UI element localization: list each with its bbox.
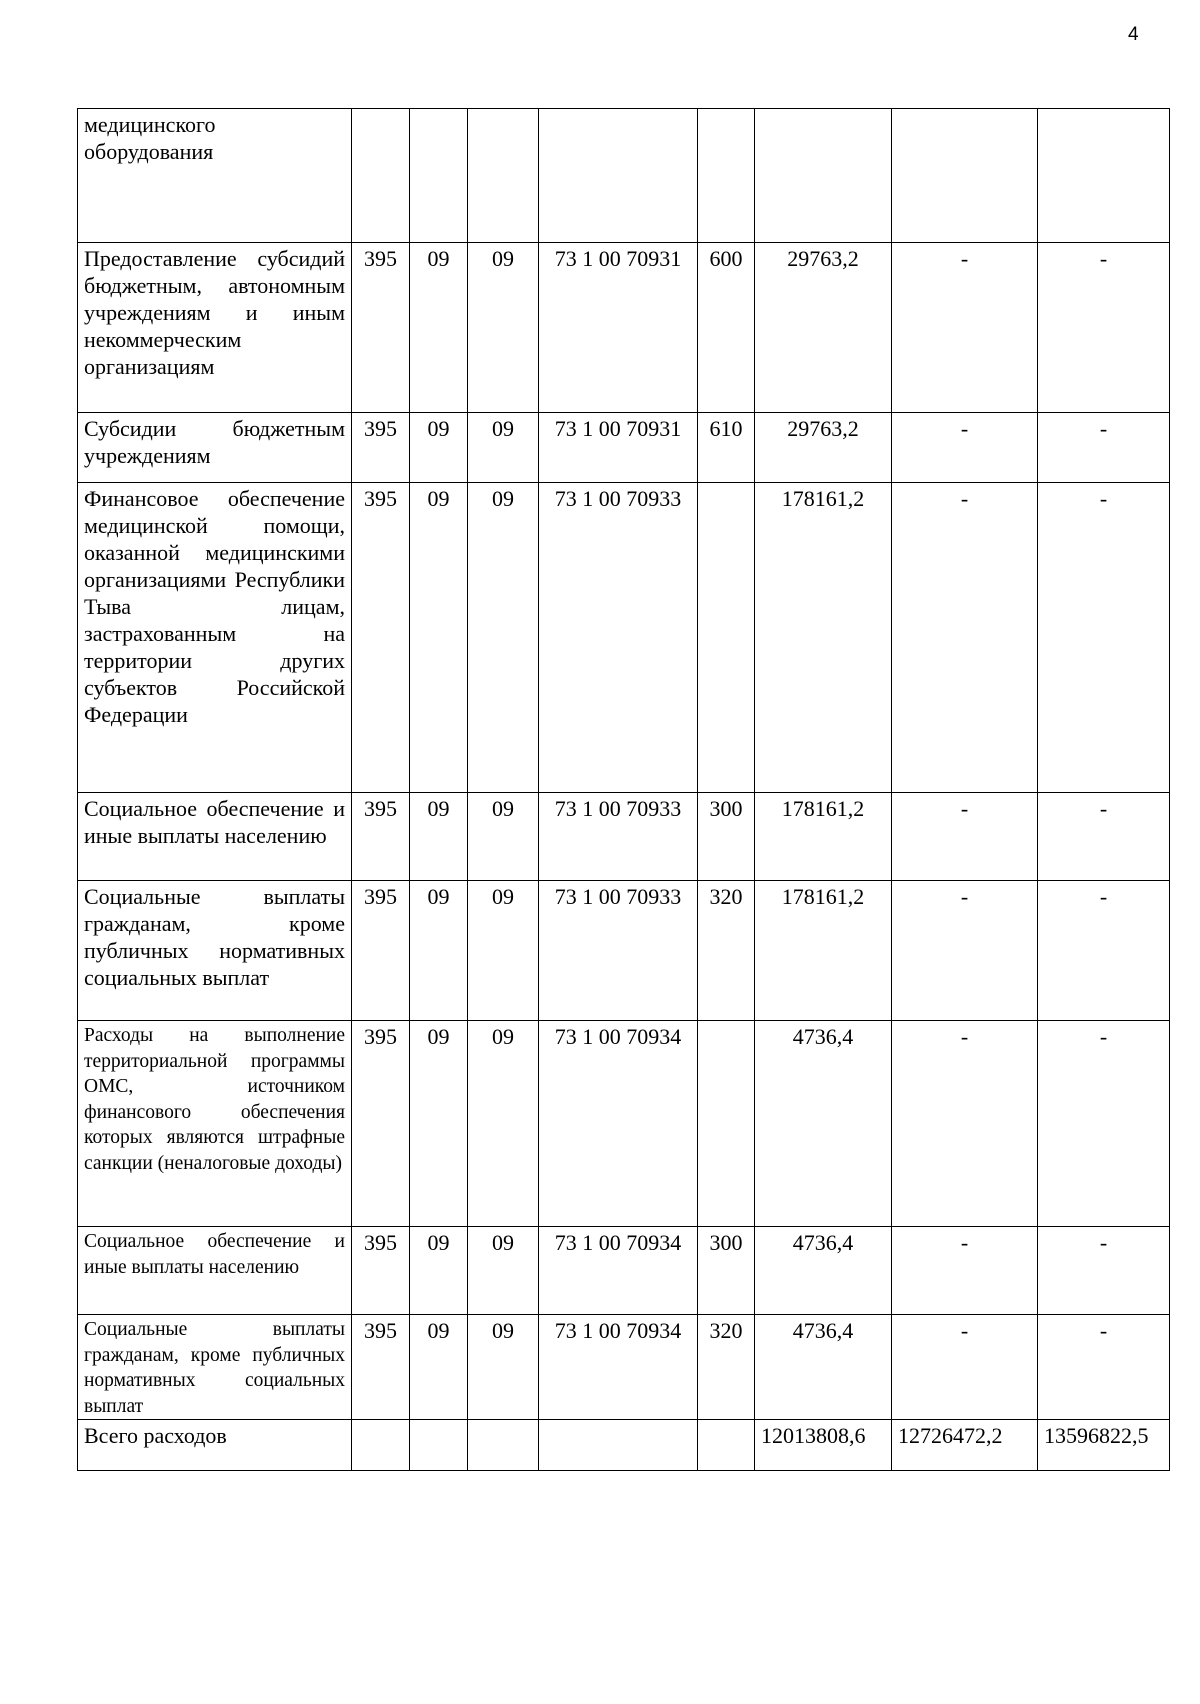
amount-3-cell: -	[1038, 1315, 1170, 1420]
amount-1-cell: 29763,2	[755, 243, 892, 413]
code-cell: 395	[352, 793, 410, 881]
target-article-cell: 73 1 00 70931	[539, 243, 698, 413]
expense-type-cell: 300	[698, 793, 755, 881]
section-cell: 09	[410, 413, 468, 483]
code-cell: 395	[352, 1227, 410, 1315]
subsection-cell: 09	[468, 1227, 539, 1315]
table-row	[78, 1315, 1170, 1420]
subsection-cell: 09	[468, 881, 539, 1021]
code-cell: 395	[352, 1021, 410, 1227]
target-article-cell	[539, 109, 698, 243]
amount-1-cell: 178161,2	[755, 793, 892, 881]
table-row	[78, 243, 1170, 413]
expense-type-cell: 600	[698, 243, 755, 413]
amount-3-cell: -	[1038, 881, 1170, 1021]
table-row	[78, 1021, 1170, 1227]
code-cell: 395	[352, 413, 410, 483]
amount-2-cell: -	[892, 1021, 1038, 1227]
amount-3-cell: -	[1038, 413, 1170, 483]
table-row	[78, 483, 1170, 793]
amount-1-cell: 178161,2	[755, 483, 892, 793]
amount-2-cell: -	[892, 483, 1038, 793]
code-cell	[352, 109, 410, 243]
expense-name-cell: Субсидии бюджетным учреждениям	[78, 413, 352, 483]
expense-type-cell	[698, 109, 755, 243]
section-cell: 09	[410, 1315, 468, 1420]
amount-3-cell: -	[1038, 1227, 1170, 1315]
amount-3-cell: -	[1038, 793, 1170, 881]
table-row	[78, 413, 1170, 483]
code-cell	[352, 1420, 410, 1471]
subsection-cell	[468, 1420, 539, 1471]
target-article-cell: 73 1 00 70934	[539, 1315, 698, 1420]
expense-type-cell: 300	[698, 1227, 755, 1315]
amount-3-cell: -	[1038, 243, 1170, 413]
expense-name-cell: Социальные выплаты гражданам, кроме публичных нормативных социальных выплат	[78, 1315, 352, 1420]
table-row	[78, 881, 1170, 1021]
expense-name-cell: Социальные выплаты гражданам, кроме публичных нормативных социальных выплат	[78, 881, 352, 1021]
table-row	[78, 1227, 1170, 1315]
amount-1-cell: 29763,2	[755, 413, 892, 483]
code-cell: 395	[352, 881, 410, 1021]
section-cell: 09	[410, 1021, 468, 1227]
amount-2-cell: -	[892, 1315, 1038, 1420]
amount-2-cell: -	[892, 1227, 1038, 1315]
amount-1-cell: 4736,4	[755, 1227, 892, 1315]
amount-2-cell: -	[892, 881, 1038, 1021]
section-cell: 09	[410, 243, 468, 413]
expense-type-cell: 610	[698, 413, 755, 483]
total-amount-1-cell: 12013808,6	[755, 1420, 892, 1471]
total-label-cell: Всего расходов	[78, 1420, 352, 1471]
target-article-cell: 73 1 00 70933	[539, 483, 698, 793]
amount-3-cell	[1038, 109, 1170, 243]
section-cell: 09	[410, 793, 468, 881]
page-number: 4	[1128, 24, 1139, 45]
amount-3-cell: -	[1038, 483, 1170, 793]
amount-2-cell: -	[892, 243, 1038, 413]
section-cell: 09	[410, 1227, 468, 1315]
expense-type-cell	[698, 483, 755, 793]
expense-name-cell: Финансовое обеспечение медицинской помощи, оказанной медицинскими организациями Республики Тыва лицам, застрахованным на территории других субъектов Российской Федерации	[78, 483, 352, 793]
subsection-cell: 09	[468, 483, 539, 793]
total-amount-3-cell: 13596822,5	[1038, 1420, 1170, 1471]
code-cell: 395	[352, 1315, 410, 1420]
expense-name-cell: Социальное обеспечение и иные выплаты населению	[78, 1227, 352, 1315]
code-cell: 395	[352, 243, 410, 413]
table-row	[78, 793, 1170, 881]
target-article-cell: 73 1 00 70934	[539, 1021, 698, 1227]
expense-name-cell: Предоставление субсидий бюджетным, автономным учреждениям и иным некоммерческим организациям	[78, 243, 352, 413]
section-cell: 09	[410, 483, 468, 793]
subsection-cell	[468, 109, 539, 243]
amount-2-cell: -	[892, 793, 1038, 881]
subsection-cell: 09	[468, 1315, 539, 1420]
expense-type-cell	[698, 1420, 755, 1471]
subsection-cell: 09	[468, 243, 539, 413]
amount-3-cell: -	[1038, 1021, 1170, 1227]
amount-1-cell: 178161,2	[755, 881, 892, 1021]
total-amount-2-cell: 12726472,2	[892, 1420, 1038, 1471]
amount-1-cell	[755, 109, 892, 243]
expense-type-cell: 320	[698, 1315, 755, 1420]
expense-name-cell: медицинского оборудования	[78, 109, 352, 243]
expense-name-cell: Расходы на выполнение территориальной программы ОМС, источником финансового обеспечения которых являются штрафные санкции (неналоговые доходы)	[78, 1021, 352, 1227]
table-row	[78, 109, 1170, 243]
subsection-cell: 09	[468, 413, 539, 483]
target-article-cell	[539, 1420, 698, 1471]
target-article-cell: 73 1 00 70931	[539, 413, 698, 483]
code-cell: 395	[352, 483, 410, 793]
amount-1-cell: 4736,4	[755, 1315, 892, 1420]
budget-expenses-table	[77, 108, 1170, 1471]
expense-type-cell	[698, 1021, 755, 1227]
amount-2-cell: -	[892, 413, 1038, 483]
section-cell	[410, 109, 468, 243]
section-cell: 09	[410, 881, 468, 1021]
expense-type-cell: 320	[698, 881, 755, 1021]
target-article-cell: 73 1 00 70934	[539, 1227, 698, 1315]
target-article-cell: 73 1 00 70933	[539, 881, 698, 1021]
total-row	[78, 1420, 1170, 1471]
amount-2-cell	[892, 109, 1038, 243]
expense-name-cell: Социальное обеспечение и иные выплаты населению	[78, 793, 352, 881]
subsection-cell: 09	[468, 1021, 539, 1227]
section-cell	[410, 1420, 468, 1471]
target-article-cell: 73 1 00 70933	[539, 793, 698, 881]
amount-1-cell: 4736,4	[755, 1021, 892, 1227]
subsection-cell: 09	[468, 793, 539, 881]
